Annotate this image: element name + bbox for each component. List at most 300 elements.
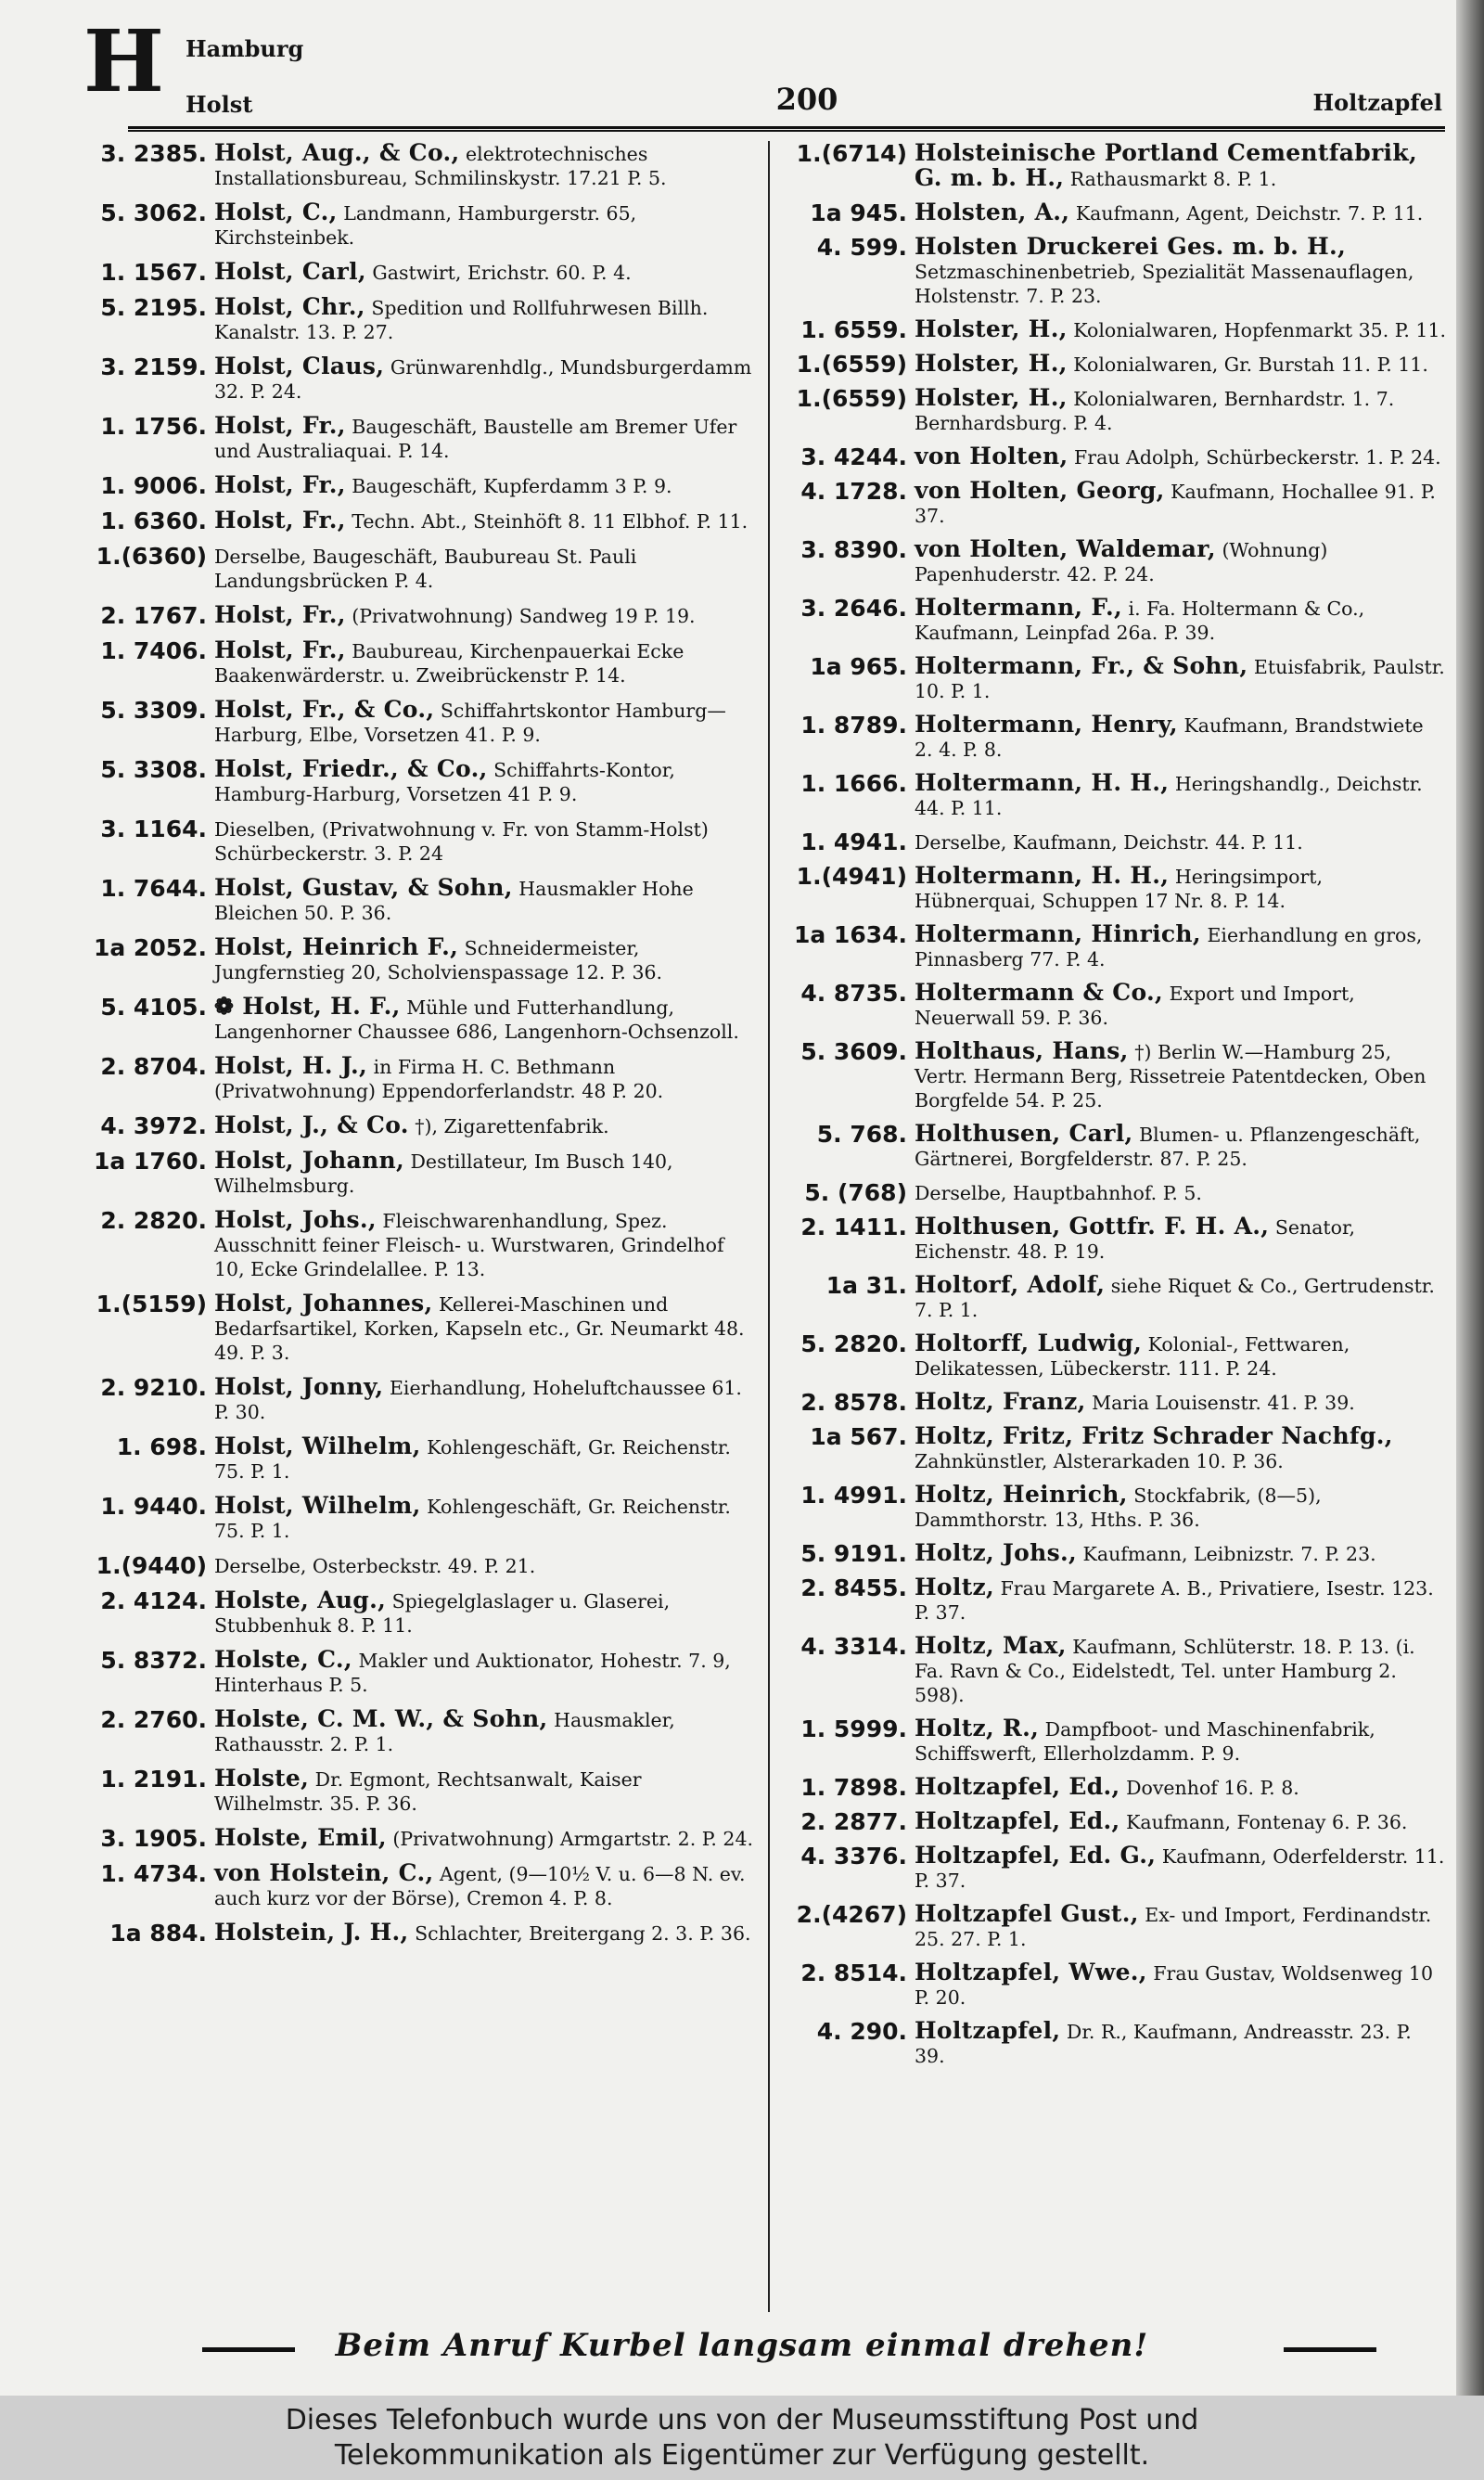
section-letter: H: [83, 11, 164, 111]
subscriber-details: Kaufmann, Fontenay 6. P. 36.: [1126, 1811, 1408, 1833]
entry-text: [915, 1483, 1447, 1532]
subscriber-name: Holste, C.,: [214, 1646, 352, 1673]
phone-number: 1. 698.: [116, 1433, 207, 1460]
directory-entry: [788, 864, 1447, 913]
phone-number: 3. 1905.: [100, 1825, 207, 1852]
subscriber-name: Holst, Fr.,: [214, 412, 346, 439]
entry-text: [915, 1716, 1447, 1766]
entry-text: [214, 995, 756, 1044]
entry-text: [214, 1921, 756, 1946]
directory-entry: [88, 698, 756, 747]
directory-entry: [788, 352, 1447, 377]
directory-entry: [88, 1208, 756, 1281]
entry-text: [915, 1809, 1447, 1834]
directory-entry: [88, 544, 756, 593]
phone-number: 1.(9440): [96, 1552, 207, 1579]
directory-entry: [88, 638, 756, 687]
phone-number: 5. 2195.: [100, 294, 207, 321]
directory-entry: [788, 1039, 1447, 1112]
header-city: Hamburg: [186, 35, 304, 62]
directory-entry: [88, 260, 756, 285]
directory-entry: [88, 1054, 756, 1103]
directory-entry: [88, 473, 756, 498]
entry-text: [915, 537, 1447, 586]
phone-number: 1. 9006.: [100, 472, 207, 499]
entry-text: [915, 1039, 1447, 1112]
directory-entry: [788, 1809, 1447, 1834]
entry-text: [214, 1767, 756, 1816]
subscriber-details: Eierhandlung en gros, Pinnasberg 77. P. 4.: [915, 924, 1423, 970]
subscriber-details: Hausmakler Hohe Bleichen 50. P. 36.: [214, 878, 694, 924]
subscriber-details: Spiegelglaslager u. Glaserei, Stubbenhuk 8. P. 11.: [214, 1590, 671, 1637]
phone-number: 5. 3308.: [100, 756, 207, 783]
entry-text: [214, 295, 756, 344]
subscriber-name: Holste, Emil,: [214, 1824, 387, 1851]
phone-number: 5. 3062.: [100, 199, 207, 226]
subscriber-name: Holtermann, H. H.,: [915, 862, 1170, 889]
entry-text: [915, 1960, 1447, 2010]
entry-text: [214, 757, 756, 806]
phone-number: 4. 1728.: [800, 478, 907, 505]
subscriber-name: ❁ Holst, H. F.,: [214, 993, 401, 1020]
page-header: [83, 11, 1442, 132]
subscriber-name: Holthusen, Carl,: [915, 1120, 1133, 1147]
page-number: 200: [775, 82, 838, 117]
directory-entry: [788, 1273, 1447, 1322]
entry-text: [214, 1826, 756, 1851]
subscriber-details: Schlachter, Breitergang 2. 3. P. 36.: [415, 1922, 751, 1945]
directory-entry: [88, 1434, 756, 1484]
subscriber-name: Holst, Fr.,: [214, 507, 346, 533]
subscriber-details: Kolonialwaren, Hopfenmarkt 35. P. 11.: [1073, 319, 1447, 341]
entry-text: [915, 352, 1447, 377]
subscriber-details: Kellerei-Maschinen und Bedarfsartikel, Korken, Kapseln etc., Gr. Neumarkt 48. 49. P. 3.: [214, 1293, 745, 1364]
subscriber-name: Holtermann, Hinrich,: [915, 920, 1201, 947]
phone-number: 1a 1760.: [93, 1148, 207, 1175]
subscriber-name: Holst, Friedr., & Co.,: [214, 755, 488, 782]
subscriber-name: Holtz, Johs.,: [915, 1539, 1078, 1566]
slogan: Beim Anruf Kurbel langsam einmal drehen!: [335, 2327, 1149, 2364]
entry-text: [214, 1149, 756, 1198]
left-column: [88, 141, 756, 1956]
directory-entry: [88, 1588, 756, 1638]
subscriber-name: Holst, Johann,: [214, 1147, 404, 1174]
subscriber-details: Gastwirt, Erichstr. 60. P. 4.: [372, 262, 632, 284]
directory-entry: [88, 414, 756, 463]
subscriber-name: Holtermann, H. H.,: [915, 769, 1170, 796]
header-last-name: Holtzapfel: [1312, 89, 1442, 116]
directory-entry: [88, 1494, 756, 1543]
subscriber-name: Holtzapfel, Wwe.,: [915, 1959, 1147, 1985]
subscriber-name: Holst, Fr., & Co.,: [214, 696, 435, 723]
entry-text: [915, 1331, 1447, 1381]
directory-entry: [788, 1775, 1447, 1800]
header-first-name: Holst: [186, 91, 253, 118]
subscriber-details: Kaufmann, Agent, Deichstr. 7. P. 11.: [1075, 202, 1424, 225]
directory-entry: [788, 829, 1447, 855]
subscriber-name: Holst, Carl,: [214, 258, 366, 285]
subscriber-details: Kaufmann, Brandstwiete 2. 4. P. 8.: [915, 714, 1424, 761]
directory-entry: [788, 1331, 1447, 1381]
directory-entry: [88, 1861, 756, 1910]
phone-number: 3. 2385.: [100, 140, 207, 167]
entry-text: [214, 603, 756, 628]
subscriber-name: Holst, Wilhelm,: [214, 1492, 421, 1519]
subscriber-details: Dieselben, (Privatwohnung v. Fr. von Stamm-Holst) Schürbeckerstr. 3. P. 24: [214, 818, 709, 865]
directory-entry: [788, 537, 1447, 586]
directory-entry: [88, 757, 756, 806]
phone-number: 5. 9191.: [800, 1540, 907, 1567]
subscriber-details: Schneidermeister, Jungfernstieg 20, Scholvienspassage 12. P. 36.: [214, 937, 663, 983]
subscriber-details: Dr. Egmont, Rechtsanwalt, Kaiser Wilhelmstr. 35. P. 36.: [214, 1768, 642, 1815]
subscriber-details: Baugeschäft, Kupferdamm 3 P. 9.: [352, 475, 672, 497]
footer-notice: [0, 2396, 1484, 2480]
entry-text: [915, 1844, 1447, 1893]
subscriber-name: Holtermann, F.,: [915, 594, 1122, 621]
phone-number: 1.(6559): [796, 351, 907, 378]
directory-entry: [788, 200, 1447, 225]
entry-text: [214, 816, 756, 866]
subscriber-details: (Privatwohnung) Armgartstr. 2. P. 24.: [392, 1828, 754, 1850]
slogan-rule-left: [202, 2347, 295, 2352]
header-rule: [128, 126, 1445, 132]
subscriber-name: Holtzapfel Gust.,: [915, 1900, 1139, 1927]
subscriber-name: Holst, C.,: [214, 199, 338, 225]
subscriber-name: Holster, H.,: [915, 315, 1068, 342]
subscriber-name: Holsteinische Portland Cementfabrik, G. m. b. H.,: [915, 139, 1417, 191]
entry-text: [214, 1208, 756, 1281]
subscriber-details: Dr. R., Kaufmann, Andreasstr. 23. P. 39.: [915, 2021, 1412, 2067]
directory-entry: [788, 713, 1447, 762]
subscriber-details: Techn. Abt., Steinhöft 8. 11 Elbhof. P. 11.: [352, 510, 748, 533]
slogan-rule-right: [1284, 2347, 1376, 2352]
directory-entry: [788, 1214, 1447, 1264]
phone-number: 1a 1634.: [793, 921, 907, 948]
subscriber-details: Hausmakler, Rathausstr. 2. P. 1.: [214, 1709, 675, 1755]
subscriber-details: Baubureau, Kirchenpauerkai Ecke Baakenwärderstr. u. Zweibrückenstr P. 14.: [214, 640, 684, 687]
subscriber-name: von Holten, Waldemar,: [915, 535, 1216, 562]
phone-number: 5. 3609.: [800, 1038, 907, 1065]
phone-number: 2. 8704.: [100, 1053, 207, 1080]
subscriber-details: Grünwarenhdlg., Mundsburgerdamm 32. P. 24.: [214, 356, 752, 403]
subscriber-name: Holst, Johannes,: [214, 1290, 433, 1317]
subscriber-name: Holtz, Max,: [915, 1632, 1067, 1659]
phone-number: 1a 884.: [109, 1920, 207, 1947]
phone-number: 1. 7898.: [800, 1774, 907, 1801]
subscriber-details: Schiffahrtskontor Hamburg—Harburg, Elbe, Vorsetzen 41. P. 9.: [214, 700, 726, 746]
phone-number: 5. (768): [804, 1179, 907, 1206]
phone-number: 2. 2760.: [100, 1706, 207, 1733]
directory-entry: [788, 479, 1447, 528]
directory-entry: [788, 1541, 1447, 1566]
directory-entry: [788, 1180, 1447, 1205]
subscriber-details: in Firma H. C. Bethmann (Privatwohnung) Eppendorferlandstr. 48 P. 20.: [214, 1056, 664, 1102]
phone-number: 5. 3309.: [100, 697, 207, 724]
directory-entry: [788, 1902, 1447, 1951]
entry-text: [214, 935, 756, 984]
directory-entry: [88, 200, 756, 250]
subscriber-name: Holster, H.,: [915, 384, 1068, 411]
directory-entry: [88, 295, 756, 344]
subscriber-details: Mühle und Futterhandlung, Langenhorner Chaussee 686, Langenhorn-Ochsenzoll.: [214, 996, 739, 1043]
phone-number: 1a 31.: [825, 1272, 907, 1299]
entry-text: [915, 386, 1447, 435]
subscriber-details: †) Berlin W.—Hamburg 25, Vertr. Hermann Berg, Rissetreie Patentdecken, Oben Borgfelde 54. P. 25.: [915, 1041, 1426, 1112]
phone-number: 5. 8372.: [100, 1647, 207, 1674]
phone-number: 1. 8789.: [800, 712, 907, 739]
subscriber-details: Kaufmann, Leibnizstr. 7. P. 23.: [1082, 1543, 1376, 1565]
subscriber-name: Holtz, Heinrich,: [915, 1481, 1128, 1508]
directory-entry: [788, 981, 1447, 1030]
subscriber-name: Holtzapfel, Ed.,: [915, 1773, 1120, 1800]
subscriber-name: Holthaus, Hans,: [915, 1037, 1129, 1064]
entry-text: [915, 654, 1447, 703]
subscriber-name: Holst, J., & Co.: [214, 1112, 409, 1138]
entry-text: [915, 864, 1447, 913]
directory-entry: [88, 1707, 756, 1756]
entry-text: [214, 544, 756, 593]
directory-entry: [88, 354, 756, 404]
entry-text: [915, 1775, 1447, 1800]
phone-number: 4. 290.: [816, 2018, 907, 2045]
phone-number: 4. 8735.: [800, 980, 907, 1007]
entry-text: [915, 713, 1447, 762]
subscriber-name: Holtz, Fritz, Fritz Schrader Nachfg.,: [915, 1422, 1393, 1449]
phone-number: 1. 6559.: [800, 316, 907, 343]
directory-entry: [88, 876, 756, 925]
entry-text: [915, 1214, 1447, 1264]
entry-text: [915, 141, 1447, 191]
directory-entry: [88, 1291, 756, 1365]
entry-text: [214, 141, 756, 190]
subscriber-name: Holtorf, Adolf,: [915, 1271, 1106, 1298]
phone-number: 1.(6559): [796, 385, 907, 412]
subscriber-details: Makler und Auktionator, Hohestr. 7. 9, Hinterhaus P. 5.: [214, 1650, 731, 1696]
subscriber-details: Derselbe, Osterbeckstr. 49. P. 21.: [214, 1555, 536, 1577]
directory-entry: [788, 444, 1447, 469]
directory-entry: [788, 654, 1447, 703]
phone-number: 3. 8390.: [800, 536, 907, 563]
subscriber-details: †), Zigarettenfabrik.: [415, 1115, 609, 1137]
phone-number: 1. 1567.: [100, 259, 207, 286]
subscriber-details: Kaufmann, Hochallee 91. P. 37.: [915, 481, 1436, 527]
entry-text: [915, 771, 1447, 820]
phone-number: 3. 2159.: [100, 353, 207, 380]
phone-number: 2. 1767.: [100, 602, 207, 629]
subscriber-details: Derselbe, Hauptbahnhof. P. 5.: [915, 1182, 1202, 1204]
subscriber-name: Holste,: [214, 1765, 310, 1792]
subscriber-name: Holtorff, Ludwig,: [915, 1330, 1143, 1356]
subscriber-name: von Holten, Georg,: [915, 477, 1165, 504]
subscriber-name: Holst, Jonny,: [214, 1373, 384, 1400]
phone-number: 1. 1666.: [800, 770, 907, 797]
subscriber-details: Kohlengeschäft, Gr. Reichenstr. 75. P. 1.: [214, 1496, 731, 1542]
subscriber-name: Holtz, Franz,: [915, 1388, 1086, 1415]
subscriber-details: Heringsimport, Hübnerquai, Schuppen 17 Nr. 8. P. 14.: [915, 866, 1324, 912]
phone-number: 1. 4941.: [800, 829, 907, 855]
entry-text: [214, 1054, 756, 1103]
entry-text: [214, 1113, 756, 1138]
phone-number: 1. 9440.: [100, 1493, 207, 1520]
subscriber-name: Holtzapfel,: [915, 2017, 1061, 2044]
directory-entry: [88, 1921, 756, 1946]
entry-text: [915, 200, 1447, 225]
phone-number: 1a 945.: [810, 199, 907, 226]
subscriber-details: Blumen- u. Pflanzengeschäft, Gärtnerei, Borgfelderstr. 87. P. 25.: [915, 1124, 1421, 1170]
phone-number: 1. 4734.: [100, 1860, 207, 1887]
directory-entry: [88, 935, 756, 984]
entry-text: [915, 317, 1447, 342]
column-divider: [768, 141, 770, 2312]
entry-text: [214, 1707, 756, 1756]
entry-text: [214, 1375, 756, 1424]
subscriber-details: Setzmaschinenbetrieb, Spezialität Massenauflagen, Holstenstr. 7. P. 23.: [915, 261, 1414, 307]
phone-number: 1a 567.: [810, 1423, 907, 1450]
phone-number: 1. 2191.: [100, 1766, 207, 1793]
subscriber-details: Derselbe, Kaufmann, Deichstr. 44. P. 11.: [915, 831, 1303, 854]
directory-entry: [88, 141, 756, 190]
subscriber-name: von Holten,: [915, 443, 1068, 469]
phone-number: 4. 599.: [816, 234, 907, 261]
subscriber-name: Holst, Gustav, & Sohn,: [214, 874, 513, 901]
subscriber-name: Holtzapfel, Ed. G.,: [915, 1842, 1157, 1869]
subscriber-details: Eierhandlung, Hoheluftchaussee 61. P. 30.: [214, 1377, 742, 1423]
subscriber-name: Holste, C. M. W., & Sohn,: [214, 1705, 548, 1732]
directory-entry: [788, 922, 1447, 971]
subscriber-details: Frau Margarete A. B., Privatiere, Isestr. 123. P. 37.: [915, 1577, 1434, 1624]
entry-text: [214, 1494, 756, 1543]
entry-text: [214, 1434, 756, 1484]
subscriber-name: Holst, Johs.,: [214, 1206, 377, 1233]
directory-entry: [788, 771, 1447, 820]
directory-entry: [88, 1149, 756, 1198]
directory-entry: [88, 1553, 756, 1578]
phone-number: 4. 3972.: [100, 1112, 207, 1139]
subscriber-name: Holtzapfel, Ed.,: [915, 1807, 1120, 1834]
subscriber-name: Holst, Claus,: [214, 353, 385, 379]
subscriber-details: Kolonial-, Fettwaren, Delikatessen, Lübeckerstr. 111. P. 24.: [915, 1333, 1350, 1380]
footer-line-2: Telekommunikation als Eigentümer zur Verfügung gestellt.: [334, 2439, 1150, 2472]
subscriber-name: Holst, H. J.,: [214, 1052, 368, 1079]
subscriber-details: Kaufmann, Oderfelderstr. 11. P. 37.: [915, 1845, 1445, 1892]
directory-entry: [88, 1648, 756, 1697]
entry-text: [214, 1588, 756, 1638]
phone-number: 3. 2646.: [800, 595, 907, 622]
subscriber-details: Dovenhof 16. P. 8.: [1126, 1777, 1299, 1799]
phone-number: 4. 3376.: [800, 1843, 907, 1870]
subscriber-details: Derselbe, Baugeschäft, Baubureau St. Pauli Landungsbrücken P. 4.: [214, 546, 637, 592]
phone-number: 1. 5999.: [800, 1715, 907, 1742]
subscriber-details: Stockfabrik, (8—5), Dammthorstr. 13, Hths. P. 36.: [915, 1484, 1322, 1531]
subscriber-name: Holsten, A.,: [915, 199, 1070, 225]
subscriber-name: Holtz,: [915, 1574, 995, 1600]
directory-entry: [788, 1424, 1447, 1473]
entry-text: [214, 1553, 756, 1578]
subscriber-name: Holtz, R.,: [915, 1715, 1040, 1741]
subscriber-name: Holst, Wilhelm,: [214, 1433, 421, 1459]
entry-text: [915, 1180, 1447, 1205]
phone-number: 2. 8514.: [800, 1960, 907, 1986]
phone-number: 1a 2052.: [93, 934, 207, 961]
entry-text: [214, 1861, 756, 1910]
entry-text: [915, 1575, 1447, 1625]
directory-entry: [88, 508, 756, 533]
entry-text: [214, 414, 756, 463]
directory-entry: [788, 2019, 1447, 2068]
phone-number: 2. 1411.: [800, 1214, 907, 1240]
subscriber-details: Frau Gustav, Woldsenweg 10 P. 20.: [915, 1962, 1433, 2009]
entry-text: [214, 1291, 756, 1365]
entry-text: [915, 596, 1447, 645]
subscriber-details: Baugeschäft, Baustelle am Bremer Ufer und Australiaquai. P. 14.: [214, 416, 737, 462]
subscriber-name: von Holstein, C.,: [214, 1859, 434, 1886]
phone-number: 1. 6360.: [100, 508, 207, 534]
phone-number: 2. 2820.: [100, 1207, 207, 1234]
subscriber-details: Destillateur, Im Busch 140, Wilhelmsburg.: [214, 1150, 673, 1197]
directory-entry: [88, 603, 756, 628]
subscriber-details: Kolonialwaren, Gr. Burstah 11. P. 11.: [1073, 353, 1428, 376]
phone-number: 1.(4941): [796, 863, 907, 890]
subscriber-details: Kaufmann, Schlüterstr. 18. P. 13. (i. Fa. Ravn & Co., Eidelstedt, Tel. unter Hamburg 2. 598).: [915, 1636, 1415, 1706]
directory-entry: [788, 1575, 1447, 1625]
entry-text: [915, 1424, 1447, 1473]
entry-text: [915, 922, 1447, 971]
entry-text: [915, 1902, 1447, 1951]
directory-entry: [88, 1375, 756, 1424]
directory-entry: [88, 816, 756, 866]
phone-number: 2. 9210.: [100, 1374, 207, 1401]
subscriber-name: Holste, Aug.,: [214, 1587, 387, 1613]
directory-entry: [788, 596, 1447, 645]
entry-text: [915, 1541, 1447, 1566]
entry-text: [915, 1122, 1447, 1171]
subscriber-details: siehe Riquet & Co., Gertrudenstr. 7. P. 1.: [915, 1275, 1435, 1321]
phone-number: 3. 1164.: [100, 816, 207, 842]
subscriber-name: Holster, H.,: [915, 350, 1068, 377]
phone-number: 1. 1756.: [100, 413, 207, 440]
directory-entry: [788, 317, 1447, 342]
directory-entry: [88, 995, 756, 1044]
subscriber-details: Rathausmarkt 8. P. 1.: [1069, 168, 1277, 190]
directory-entry: [88, 1826, 756, 1851]
entry-text: [214, 473, 756, 498]
phone-number: 4. 3314.: [800, 1633, 907, 1660]
subscriber-details: elektrotechnisches Installationsbureau, Schmilinskystr. 17.21 P. 5.: [214, 143, 667, 189]
subscriber-details: Landmann, Hamburgerstr. 65, Kirchsteinbek.: [214, 202, 637, 249]
directory-entry: [88, 1113, 756, 1138]
subscriber-name: Holtermann, Fr., & Sohn,: [915, 652, 1248, 679]
phone-number: 2.(4267): [796, 1901, 907, 1928]
phone-number: 2. 2877.: [800, 1808, 907, 1835]
phone-number: 2. 8455.: [800, 1574, 907, 1601]
phone-number: 5. 768.: [816, 1121, 907, 1148]
entry-text: [214, 200, 756, 250]
subscriber-details: Dampfboot- und Maschinenfabrik, Schiffswerft, Ellerholzdamm. P. 9.: [915, 1718, 1375, 1765]
subscriber-name: Holst, Aug., & Co.,: [214, 139, 460, 166]
phone-number: 1.(5159): [96, 1291, 207, 1317]
phone-number: 1. 7406.: [100, 637, 207, 664]
directory-entry: [788, 1960, 1447, 2010]
directory-entry: [788, 1634, 1447, 1707]
phone-number: 2. 8578.: [800, 1389, 907, 1416]
phone-number: 5. 2820.: [800, 1330, 907, 1357]
directory-entry: [788, 1483, 1447, 1532]
subscriber-details: Schiffahrts-Kontor, Hamburg-Harburg, Vorsetzen 41 P. 9.: [214, 759, 675, 805]
entry-text: [915, 235, 1447, 308]
subscriber-details: Fleischwarenhandlung, Spez. Ausschnitt feiner Fleisch- u. Wurstwaren, Grindelhof 10, Ecke Grindelallee. P. 13.: [214, 1210, 724, 1280]
subscriber-details: Heringshandlg., Deichstr. 44. P. 11.: [915, 773, 1423, 819]
entry-text: [915, 1390, 1447, 1415]
